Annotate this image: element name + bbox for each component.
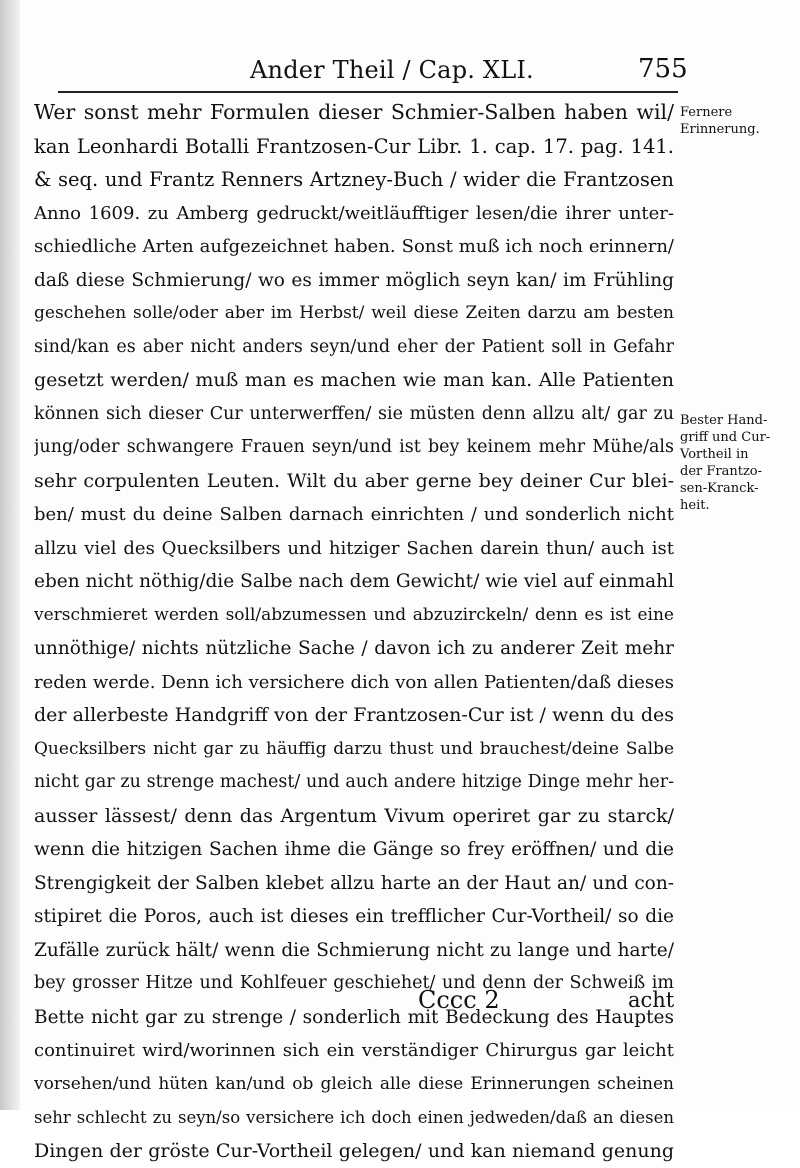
marginal-note-line: sen-Kranck- (680, 480, 790, 497)
text-line: unnöthige/ nichts nützliche Sache / davon ich zu anderer Zeit mehr (34, 632, 674, 666)
text-line: bey grosser Hitze und Kohlfeuer geschiehet/ und denn der Schweiß im (34, 967, 674, 1001)
marginal-note-line: der Frantzo- (680, 463, 790, 480)
text-line: Strengigkeit der Salben klebet allzu harte an der Haut an/ und con- (34, 867, 674, 901)
marginal-note-fernere-erinnerung (680, 104, 790, 138)
text-line: Dingen der gröste Cur-Vortheil gelegen/ und kan niemand genung (34, 1135, 674, 1168)
marginal-note-bester-handgriff (680, 412, 790, 514)
page-gutter-shadow (0, 0, 20, 1110)
text-line: verschmieret werden soll/abzumessen und abzuzirckeln/ denn es ist eine (34, 599, 674, 633)
marginal-note-line: griff und Cur- (680, 429, 790, 446)
text-line: Bette nicht gar zu strenge / sonderlich mit Bedeckung des Hauptes (34, 1001, 674, 1035)
text-line: daß diese Schmierung/ wo es immer möglich seyn kan/ im Frühling (34, 264, 674, 298)
text-line: ausser lässest/ denn das Argentum Vivum operiret gar zu starck/ (34, 800, 674, 834)
text-line: wenn die hitzigen Sachen ihme die Gänge so frey eröffnen/ und die (34, 833, 674, 867)
text-line: können sich dieser Cur unterwerffen/ sie müsten denn allzu alt/ gar zu (34, 398, 674, 432)
text-line: reden werde. Denn ich versichere dich von allen Patienten/daß dieses (34, 666, 674, 700)
text-line: gesetzt werden/ muß man es machen wie man kan. Alle Patienten (34, 364, 674, 398)
text-line: schiedliche Arten aufgezeichnet haben. Sonst muß ich noch erinnern/ (34, 230, 674, 264)
text-line: sehr corpulenten Leuten. Wilt du aber gerne bey deiner Cur blei- (34, 465, 674, 499)
marginal-note-line: Erinnerung. (680, 121, 790, 138)
text-line: kan Leonhardi Botalli Frantzosen-Cur Libr. 1. cap. 17. pag. 141. (34, 130, 674, 164)
text-line: eben nicht nöthig/die Salbe nach dem Gewicht/ wie viel auf einmahl (34, 565, 674, 599)
text-line: stipiret die Poros, auch ist dieses ein trefflicher Cur-Vortheil/ so die (34, 900, 674, 934)
header-rule (58, 91, 678, 93)
text-line: ben/ must du deine Salben darnach einrichten / und sonderlich nicht (34, 498, 674, 532)
text-line: Anno 1609. zu Amberg gedruckt/weitläufftiger lesen/die ihrer unter- (34, 197, 674, 231)
text-line: Wer sonst mehr Formulen dieser Schmier-Salben haben wil/ (34, 96, 674, 130)
text-line: geschehen solle/oder aber im Herbst/ weil diese Zeiten darzu am besten (34, 297, 674, 331)
text-line: jung/oder schwangere Frauen seyn/und ist bey keinem mehr Mühe/als (34, 431, 674, 465)
text-line: der allerbeste Handgriff von der Frantzosen-Cur ist / wenn du des (34, 699, 674, 733)
page-header (58, 50, 678, 90)
marginal-note-line: Fernere (680, 104, 790, 121)
text-line: allzu viel des Quecksilbers und hitziger Sachen darein thun/ auch ist (34, 532, 674, 566)
text-line: sind/kan es aber nicht anders seyn/und eher der Patient soll in Gefahr (34, 331, 674, 365)
text-line: nicht gar zu strenge machest/ und auch andere hitzige Dinge mehr her- (34, 766, 674, 800)
text-line: Quecksilbers nicht gar zu häuffig darzu thust und brauchest/deine Salbe (34, 733, 674, 767)
text-line: Zufälle zurück hält/ wenn die Schmierung nicht zu lange und harte/ (34, 934, 674, 968)
page-number: 755 (638, 54, 688, 84)
signature-mark: Cccc 2 (418, 986, 500, 1014)
marginal-note-line: Vortheil in (680, 446, 790, 463)
catchword: acht (628, 988, 674, 1012)
marginal-note-line: heit. (680, 497, 790, 514)
text-line: continuiret wird/worinnen sich ein verständiger Chirurgus gar leicht (34, 1034, 674, 1068)
running-head: Ander Theil / Cap. XLI. (250, 56, 534, 84)
text-line: sehr schlecht zu seyn/so versichere ich doch einen jedweden/daß an diesen (34, 1101, 674, 1135)
marginal-note-line: Bester Hand- (680, 412, 790, 429)
text-line: vorsehen/und hüten kan/und ob gleich alle diese Erinnerungen scheinen (34, 1068, 674, 1102)
page-footer (0, 980, 800, 1020)
text-line: & seq. und Frantz Renners Artzney-Buch / wider die Frantzosen (34, 163, 674, 197)
